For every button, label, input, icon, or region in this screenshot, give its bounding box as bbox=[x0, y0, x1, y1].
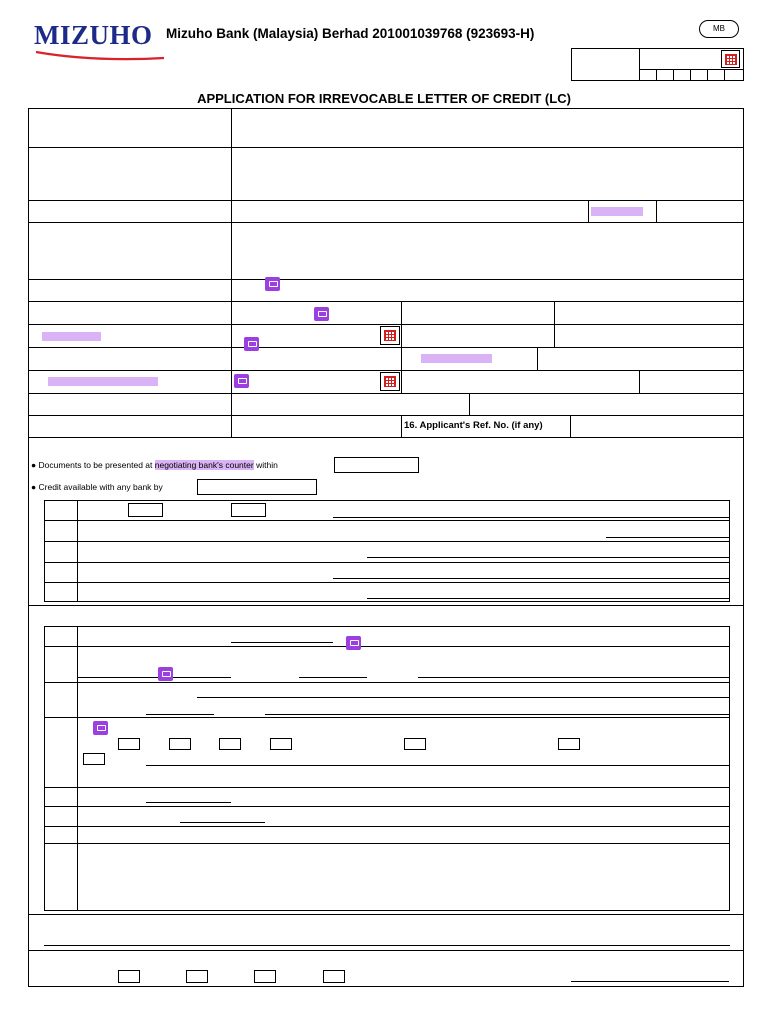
credit-available-input[interactable] bbox=[197, 479, 317, 495]
highlight-field bbox=[591, 207, 643, 216]
checkbox[interactable] bbox=[186, 970, 208, 983]
checkbox[interactable] bbox=[169, 738, 191, 750]
checkbox[interactable] bbox=[118, 738, 140, 750]
comment-note-icon[interactable] bbox=[346, 636, 361, 650]
mb-badge: MB bbox=[699, 20, 739, 38]
docs-presented-prefix: ● Documents to be presented at bbox=[31, 460, 155, 470]
calendar-icon[interactable] bbox=[721, 50, 740, 68]
checkbox[interactable] bbox=[118, 970, 140, 983]
checkbox[interactable] bbox=[323, 970, 345, 983]
calendar-icon[interactable] bbox=[380, 372, 400, 391]
mizuho-logo: MIZUHO bbox=[34, 20, 153, 50]
bank-name: Mizuho Bank (Malaysia) Berhad 201001039768 (923693-H) bbox=[166, 26, 535, 41]
days-input[interactable] bbox=[334, 457, 419, 473]
checkbox[interactable] bbox=[219, 738, 241, 750]
comment-note-icon[interactable] bbox=[265, 277, 280, 291]
highlight-field bbox=[421, 354, 492, 363]
checkbox[interactable] bbox=[128, 503, 163, 517]
docs-presented-suffix: within bbox=[253, 460, 278, 470]
checkbox[interactable] bbox=[404, 738, 426, 750]
logo-swoosh-icon bbox=[34, 48, 166, 62]
form-title: APPLICATION FOR IRREVOCABLE LETTER OF CREDIT (LC) bbox=[197, 91, 571, 106]
applicant-ref-label: 16. Applicant's Ref. No. (if any) bbox=[404, 420, 543, 431]
comment-note-icon[interactable] bbox=[93, 721, 108, 735]
comment-note-icon[interactable] bbox=[158, 667, 173, 681]
credit-available-text: ● Credit available with any bank by bbox=[31, 482, 163, 492]
docs-presented-text bbox=[31, 460, 278, 471]
checkbox[interactable] bbox=[231, 503, 266, 517]
highlight-field bbox=[42, 332, 101, 341]
calendar-icon[interactable] bbox=[380, 326, 400, 345]
checkbox[interactable] bbox=[83, 753, 105, 765]
comment-note-icon[interactable] bbox=[314, 307, 329, 321]
reference-box bbox=[571, 48, 744, 81]
documents-table bbox=[44, 626, 730, 911]
checkbox[interactable] bbox=[254, 970, 276, 983]
highlight-field bbox=[48, 377, 158, 386]
comment-note-icon[interactable] bbox=[244, 337, 259, 351]
comment-note-icon[interactable] bbox=[234, 374, 249, 388]
checkbox[interactable] bbox=[558, 738, 580, 750]
docs-presented-highlight: negotiating bank's counter bbox=[154, 460, 254, 470]
checkbox[interactable] bbox=[270, 738, 292, 750]
